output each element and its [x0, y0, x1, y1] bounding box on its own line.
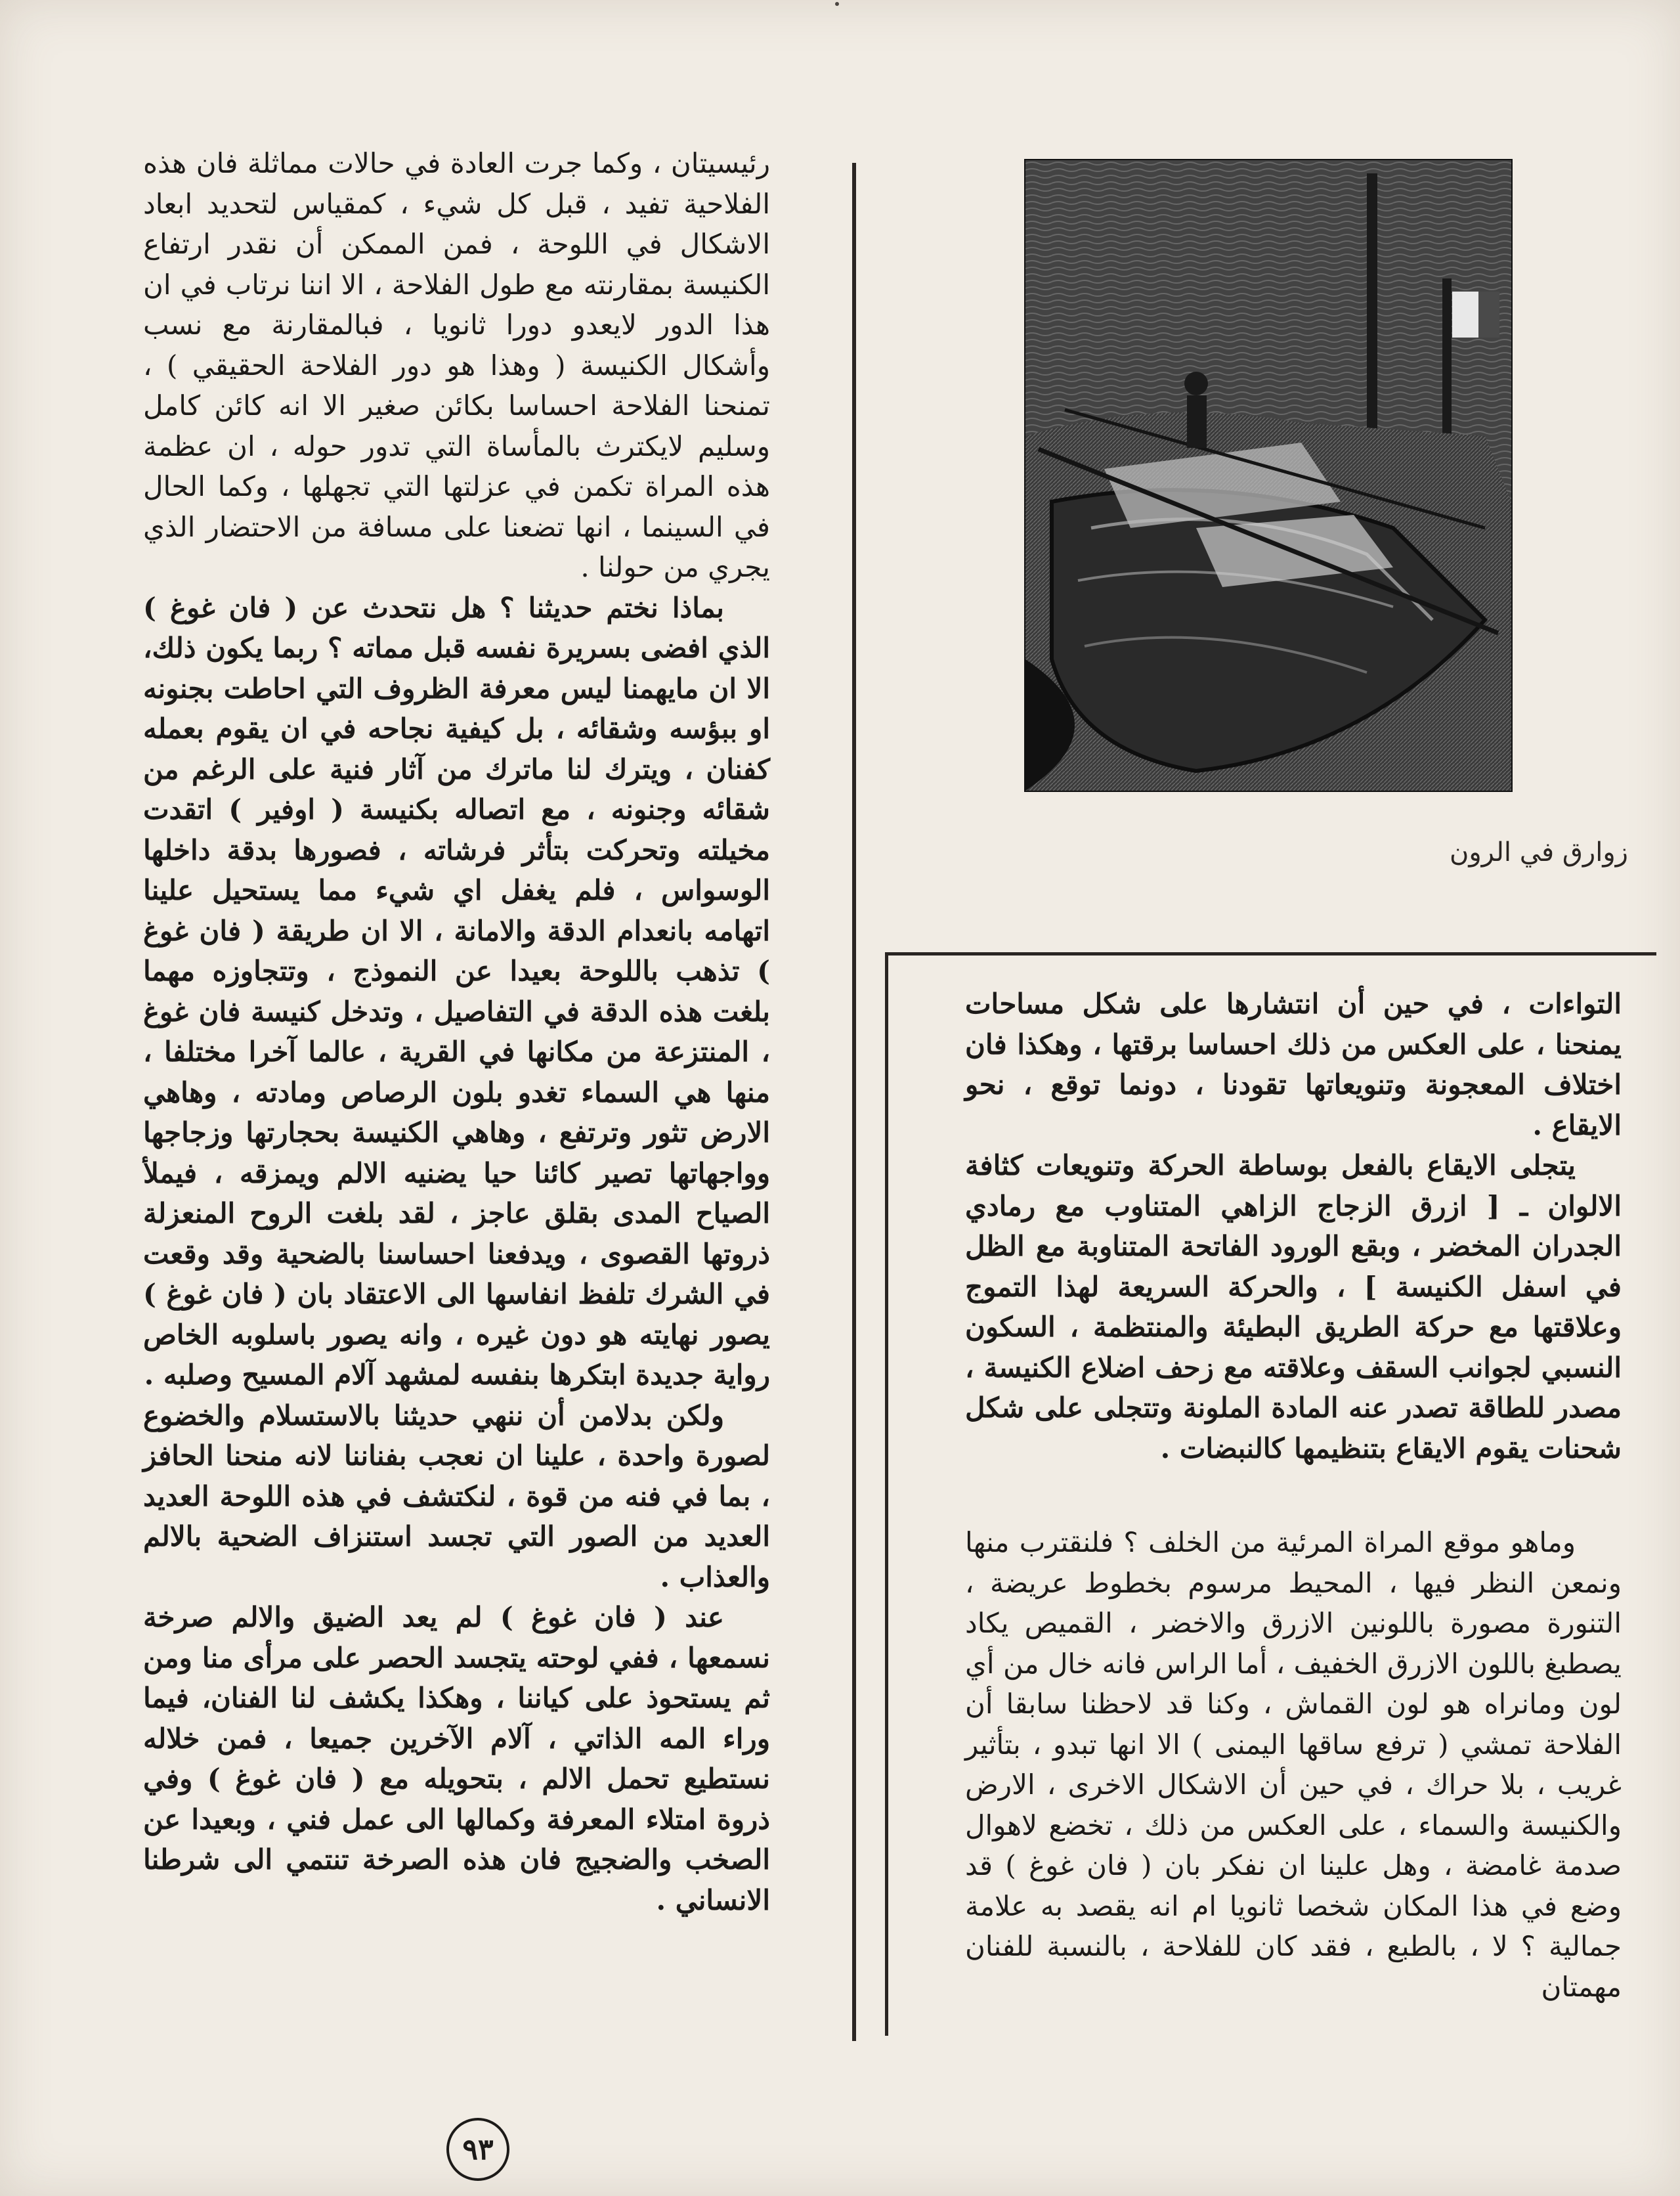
box-left-rule: [885, 952, 888, 2036]
right-column-normal: [965, 1522, 1622, 2007]
right-paragraph-1: التواءات ، في حين أن انتشارها على شكل مساحات يمنحنا ، على العكس من ذلك احساسا برقتها ، وهكذا فان اختلاف المعجونة وتنويعاتها تقودنا ، دونما توقع ، نحو الايقاع .: [965, 988, 1622, 1141]
right-paragraph-2: يتجلى الايقاع بالفعل بوساطة الحركة وتنويعات كثافة الالوان ـ [ ازرق الزجاج الزاهي المتناوب مع رمادي الجدران المخضر ، وبقع الورود الفاتحة المتناوبة مع الظل في اسفل الكنيسة ] ، والحركة السريعة لهذا التموج وعلاقتها مع حركة الطريق البطيئة والمنتظمة ، السكون النسبي لجوانب السقف وعلاقته مع زحف اضلاع الكنيسة ، مصدر للطاقة تصدر عنه المادة الملونة وتتجلى على شكل شحنات يقوم الايقاع بتنظيمها كالنبضات .: [965, 1149, 1622, 1464]
left-paragraph-3: ولكن بدلامن أن ننهي حديثنا بالاستسلام والخضوع لصورة واحدة ، علينا ان نعجب بفناننا لانه منحنا الحافز ، بما في فنه من قوة ، لنكتشف في هذه اللوحة العديد العديد من الصور التي تجسد استنزاف الضحية بالالم والعذاب .: [143, 1399, 770, 1593]
right-paragraph-3: وماهو موقع المراة المرئية من الخلف ؟ فلنقترب منها ونمعن النظر فيها ، المحيط مرسوم بخطوط عريضة ، التنورة مصورة باللونين الازرق والاخضر ، القميص يكاد يصطبغ باللون الازرق الخفيف ، أما الراس فانه خال من أي لون ومانراه هو لون القماش ، وكنا قد لاحظنا سابقا أن الفلاحة تمشي ( ترفع ساقها اليمنى ) الا انها تبدو ، بتأثير غريب ، بلا حراك ، في حين أن الاشكال الاخرى ، الارض والكنيسة والسماء ، على العكس من ذلك ، تخضع لاهوال صدمة غامضة ، وهل علينا ان نفكر بان ( فان غوغ ) قد وضع في هذا المكان شخصا ثانويا ام انه يقصد به علامة جمالية ؟ لا ، بالطبع ، فقد كان للفلاحة ، بالنسبة للفنان مهمتان: [965, 1526, 1622, 2003]
left-paragraph-1: رئيسيتان ، وكما جرت العادة في حالات مماثلة فان هذه الفلاحية تفيد ، قبل كل شيء ، كمقياس لتحديد ابعاد الاشكال في اللوحة ، فمن الممكن أن نقدر ارتفاع الكنيسة بمقارنته مع طول الفلاحة ، الا اننا نرتاب في ان هذا الدور لايعدو دورا ثانويا ، فبالمقارنة مع نسب وأشكال الكنيسة ( وهذا هو دور الفلاحة الحقيقي ) ، تمنحنا الفلاحة احساسا بكائن صغير الا انه كائن كامل وسليم لايكترث بالمأساة التي تدور حوله ، ان عظمة هذه المراة تكمن في عزلتها التي تجهلها ، وكما الحال في السينما ، انها تضعنا على مسافة من الاحتضار الذي يجري من حولنا .: [143, 147, 770, 583]
page-number: ٩٣: [446, 2118, 509, 2181]
right-column-bold: [965, 984, 1622, 1468]
figure-caption: زوارق في الرون: [1449, 837, 1628, 867]
column-divider: [852, 163, 856, 2041]
scan-speck: [835, 2, 839, 6]
painting-boats-on-rhone: [1024, 159, 1513, 792]
box-top-rule: [885, 952, 1656, 955]
left-paragraph-4: عند ( فان غوغ ) لم يعد الضيق والالم صرخة نسمعها ، ففي لوحته يتجسد الحصر على مرأى منا ومن ثم يستحوذ على كياننا ، وهكذا يكشف لنا الفنان، فيما وراء المه الذاتي ، آلام الآخرين جميعا ، فمن خلاله نستطيع تحمل الالم ، بتحويله مع ( فان غوغ ) وفي ذروة امتلاء المعرفة وكمالها الى عمل فني ، وبعيدا عن الصخب والضجيج فان هذه الصرخة تنتمي الى شرطنا الانساني .: [143, 1601, 770, 1916]
left-paragraph-2: بماذا نختم حديثنا ؟ هل نتحدث عن ( فان غوغ ) الذي افضى بسريرة نفسه قبل مماته ؟ ربما يكون ذلك، الا ان مايهمنا ليس معرفة الظروف التي احاطت بجنونه او ببؤسه وشقائه ، بل كيفية نجاحه في ان يقوم بعمله كفنان ، ويترك لنا ماترك من آثار فنية على الرغم من شقائه وجنونه ، مع اتصاله بكنيسة ( اوفير ) اتقدت مخيلته وتحركت بتأثر فرشاته ، فصورها بدقة داخلها الوسواس ، فلم يغفل اي شيء مما يستحيل علينا اتهامه بانعدام الدقة والامانة ، الا ان طريقة ( فان غوغ ) تذهب باللوحة بعيدا عن النموذج ، وتتجاوزه مهما بلغت هذه الدقة في التفاصيل ، وتدخل كنيسة فان غوغ ، المنتزعة من مكانها في القرية ، عالما آخرا مختلفا ، منها هي السماء تغدو بلون الرصاص ومادته ، وهاهي الارض تثور وترتفع ، وهاهي الكنيسة بحجارتها وزجاجها وواجهاتها تصير كائنا حيا يضنيه الالم ويمزقه ، فيملأ الصياح المدى بقلق عاجز ، لقد بلغت الروح المنعزلة ذروتها القصوى ، ويدفعنا احساسنا بالضحية وقد وقعت في الشرك تلفظ انفاسها الى الاعتقاد بان ( فان غوغ ) يصور نهايته هو دون غيره ، وانه يصور باسلوبه الخاص رواية جديدة ابتكرها بنفسه لمشهد آلام المسيح وصلبه .: [143, 591, 770, 1391]
left-column: [143, 143, 770, 1920]
